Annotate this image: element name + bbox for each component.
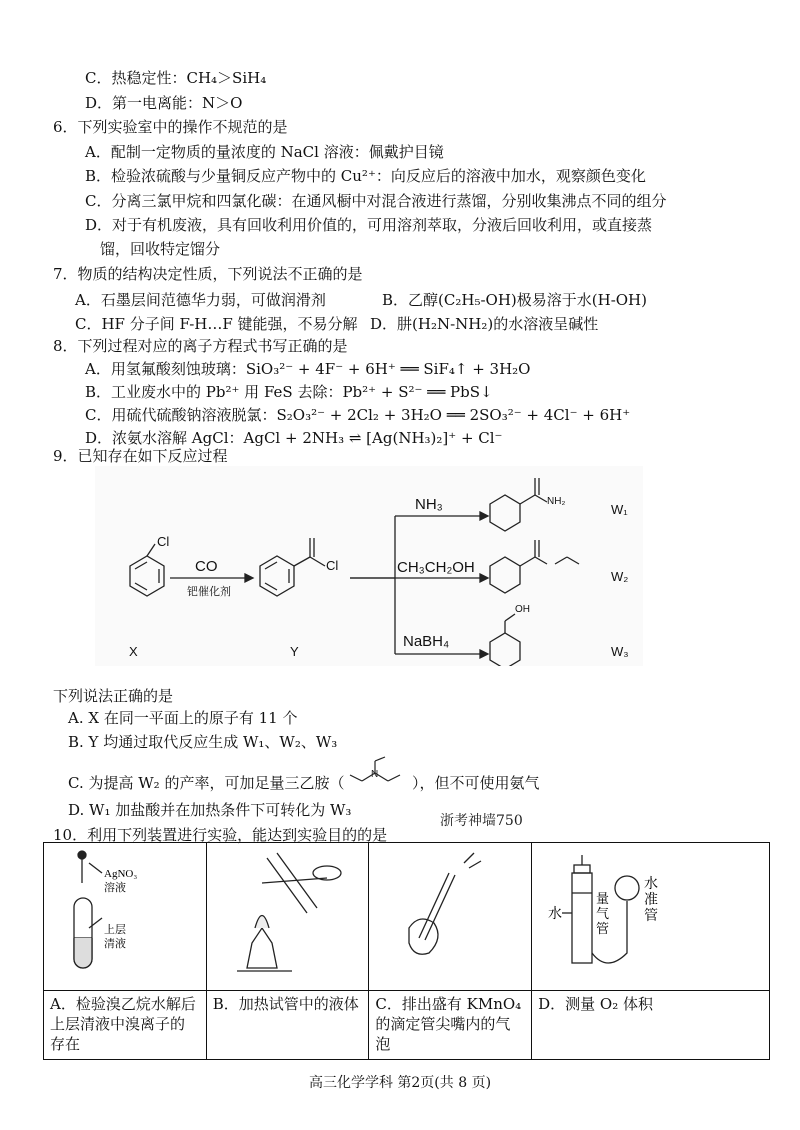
q9-option-c-part2: ），但不可使用氨气 — [412, 774, 540, 792]
upper-layer-label: 上层 — [104, 924, 126, 936]
gas-tube-char3: 管 — [596, 921, 610, 936]
page-footer: 高三化学学科 第2页(共 8 页) — [308, 1075, 492, 1091]
apparatus-b-drawing — [207, 843, 367, 986]
q8-option-c: C．用硫代硫酸钠溶液脱氯：S₂O₃²⁻ + 2Cl₂ + 3H₂O ══ 2SO₃²⁻ + 4Cl⁻ + 6H⁺ — [85, 406, 631, 424]
q7-stem: 7．物质的结构决定性质，下列说法不正确的是 — [53, 265, 363, 283]
w1-nh2-label: NH₂ — [547, 496, 566, 507]
x-chlorine-label: Cl — [157, 534, 170, 549]
q10-stem: 10．利用下列装置进行实验，能达到实验目的的是 — [53, 826, 388, 844]
level-tube-char1: 水 — [644, 877, 659, 892]
q7-option-d: D．肼(H₂N-NH₂)的水溶液呈碱性 — [370, 315, 599, 333]
apparatus-d-cell — [532, 843, 770, 991]
reagent-nabh4: NaBH₄ — [403, 633, 450, 650]
caption-d: D．测量 O₂ 体积 — [532, 991, 770, 1060]
apparatus-c-cell — [369, 843, 532, 991]
compound-y-label: Y — [290, 644, 299, 659]
y-chlorine-label: Cl — [326, 558, 339, 573]
reagent-nh3: NH₃ — [415, 496, 443, 513]
apparatus-table — [43, 842, 770, 1060]
watermark: 浙考神墙750 — [440, 813, 523, 829]
caption-b: B．加热试管中的液体 — [206, 991, 369, 1060]
reaction-scheme — [95, 466, 643, 666]
q6-option-d-line1: D．对于有机废液，具有回收利用价值的，可用溶剂萃取，分液后回收利用，或直接蒸 — [85, 216, 653, 234]
q8-stem: 8．下列过程对应的离子方程式书写正确的是 — [53, 337, 348, 355]
caption-a: A．检验溴乙烷水解后上层清液中溴离子的存在 — [44, 991, 207, 1060]
q6-stem: 6．下列实验室中的操作不规范的是 — [53, 118, 288, 136]
w2-benzene-ring — [490, 557, 520, 593]
q5-option-d: D．第一电离能：N＞O — [85, 94, 243, 112]
q5-option-c: C．热稳定性：CH₄＞SiH₄ — [85, 69, 267, 87]
gas-tube-char1: 量 — [596, 891, 610, 906]
w3-oh-label: OH — [515, 604, 530, 615]
q6-option-d-line2: 馏，回收特定馏分 — [100, 240, 221, 258]
w3-benzene-ring — [490, 633, 520, 666]
q8-option-b: B．工业废水中的 Pb²⁺ 用 FeS 去除：Pb²⁺ + S²⁻ ══ PbS↓ — [85, 383, 493, 401]
catalyst-label: 钯催化剂 — [187, 586, 231, 598]
q7-option-a: A．石墨层间范德华力弱，可做润滑剂 — [75, 291, 326, 309]
apparatus-a-drawing — [44, 843, 204, 986]
co-reagent: CO — [195, 558, 218, 575]
q6-option-b: B．检验浓硫酸与少量铜反应产物中的 Cu²⁺：向反应后的溶液中加水，观察颜色变化 — [85, 167, 646, 185]
apparatus-b-cell — [206, 843, 369, 991]
water-label: 水 — [548, 907, 563, 922]
level-tube-char3: 管 — [644, 909, 659, 924]
q9-option-b: B. Y 均通过取代反应生成 W₁、W₂、W₃ — [68, 733, 338, 751]
q7-option-c: C．HF 分子间 F-H…F 键能强，不易分解 — [75, 315, 358, 333]
compound-x-label: X — [129, 644, 138, 659]
w1-label: W₁ — [611, 502, 628, 517]
q9-option-a: A. X 在同一平面上的原子有 11 个 — [68, 709, 298, 727]
q9-option-d: D. W₁ 加盐酸并在加热条件下可转化为 W₃ — [68, 801, 352, 819]
q6-option-a: A．配制一定物质的量浓度的 NaCl 溶液：佩戴护目镜 — [85, 143, 444, 161]
agno3-solution-label: 溶液 — [104, 882, 126, 894]
w2-label: W₂ — [611, 569, 629, 584]
reagent-ethanol: CH₃CH₂OH — [397, 559, 475, 576]
q7-option-b: B．乙醇(C₂H₅-OH)极易溶于水(H-OH) — [382, 291, 647, 309]
triethylamine-structure — [340, 755, 410, 795]
q8-option-d: D．浓氨水溶解 AgCl：AgCl + 2NH₃ ⇌ [Ag(NH₃)₂]⁺ + Cl⁻ — [85, 429, 503, 447]
q8-option-a: A．用氢氟酸刻蚀玻璃：SiO₃²⁻ + 4F⁻ + 6H⁺ ══ SiF₄↑ + 3H₂O — [85, 360, 531, 378]
w3-label: W₃ — [611, 644, 629, 659]
triethylamine-n: N — [371, 769, 379, 780]
agno3-label: AgNO₃ — [104, 868, 138, 880]
apparatus-a-cell — [44, 843, 207, 991]
w1-benzene-ring — [490, 495, 520, 531]
clear-liquid-label: 清液 — [104, 938, 126, 950]
q9-stem: 9．已知存在如下反应过程 — [53, 447, 228, 465]
caption-c: C．排出盛有 KMnO₄ 的滴定管尖嘴内的气泡 — [369, 991, 532, 1060]
apparatus-d-drawing — [532, 843, 768, 986]
apparatus-c-drawing — [369, 843, 529, 986]
q9-sub-stem: 下列说法正确的是 — [53, 687, 174, 705]
gas-tube-char2: 气 — [596, 906, 610, 921]
level-tube-char2: 准 — [644, 893, 659, 908]
q9-option-c-part1: C. 为提高 W₂ 的产率，可加足量三乙胺（ — [68, 774, 345, 792]
q6-option-c: C．分离三氯甲烷和四氯化碳：在通风橱中对混合液进行蒸馏，分别收集沸点不同的组分 — [85, 192, 667, 210]
